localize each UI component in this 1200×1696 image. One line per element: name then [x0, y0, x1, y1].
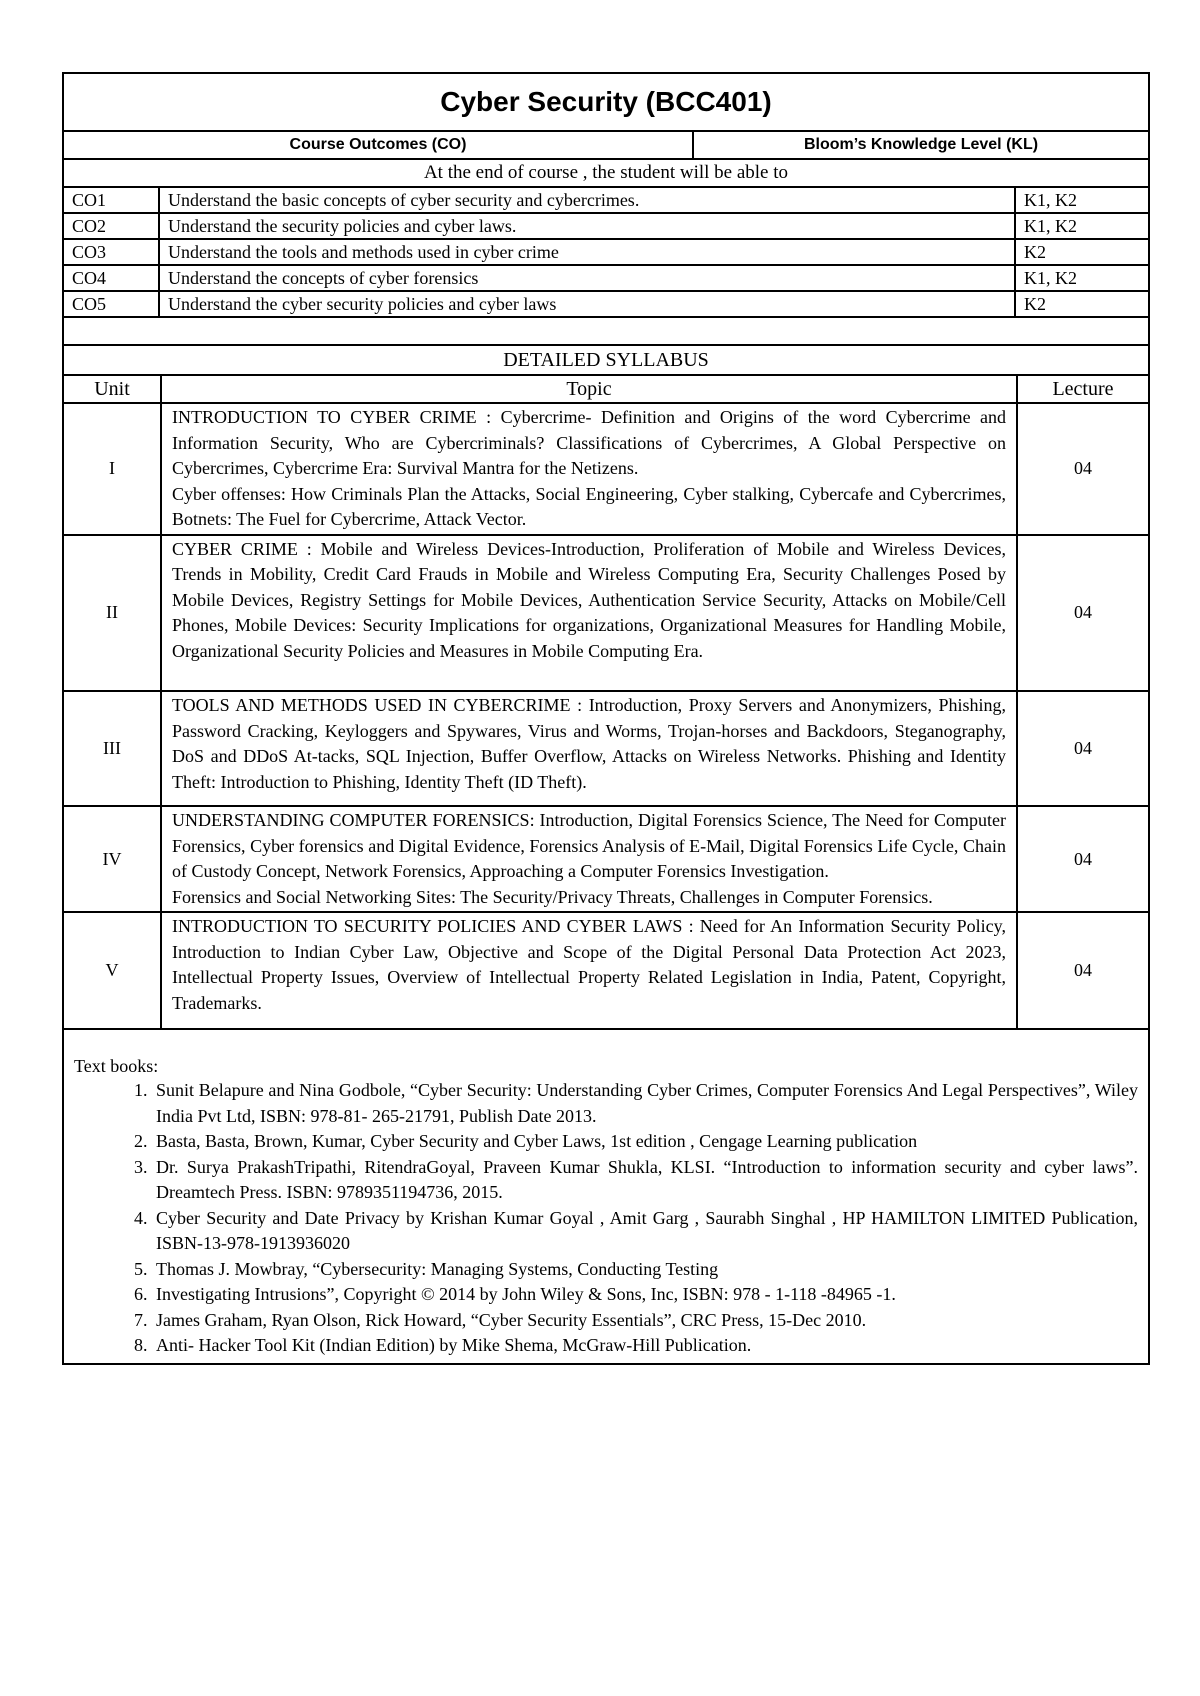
lecture-count: 04	[1074, 960, 1092, 980]
co-kl: K2	[1015, 291, 1148, 317]
co-kl: K1, K2	[1015, 213, 1148, 239]
textbooks-list	[74, 1078, 1138, 1359]
list-item: 6. Investigating Intrusions”, Copyright © 2014 by John Wiley & Sons, Inc, ISBN: 978 - 1-118 -84965 -1.	[152, 1282, 1138, 1308]
co-text: Understand the tools and methods used in cyber crime	[159, 239, 1015, 265]
list-item: 8. Anti- Hacker Tool Kit (Indian Edition) by Mike Shema, McGraw-Hill Publication.	[152, 1333, 1138, 1359]
spacer-row	[64, 318, 1148, 346]
outcomes-table	[64, 188, 1148, 318]
co-text: Understand the cyber security policies and cyber laws	[159, 291, 1015, 317]
topic-paragraph: CYBER CRIME : Mobile and Wireless Devices-Introduction, Proliferation of Mobile and Wireless Devices, Trends in Mobility, Credit Card Frauds in Mobile and Wireless Computing Era, Security Challenges Posed by Mobile Devices, Registry Settings for Mobile Devices, Authentication Service Security, Attacks on Mobile/Cell Phones, Mobile Devices: Security Implications for organizations, Organizational Measures for Handling Mobile, Organizational Security Policies and Measures in Mobile Computing Era.	[172, 538, 1006, 661]
co-id: CO3	[64, 239, 159, 265]
unit-topic	[161, 806, 1017, 912]
syllabus-table	[64, 376, 1148, 1028]
table-row	[64, 691, 1148, 806]
syllabus-table-wrap	[64, 376, 1148, 1030]
unit-number: V	[64, 912, 161, 1028]
co-id: CO5	[64, 291, 159, 317]
list-item: 2. Basta, Basta, Brown, Kumar, Cyber Security and Cyber Laws, 1st edition , Cengage Learning publication	[152, 1129, 1138, 1155]
lecture-column-header: Lecture	[1017, 376, 1148, 403]
textbooks-section	[64, 1030, 1148, 1363]
table-row	[64, 806, 1148, 912]
list-item: 7. James Graham, Ryan Olson, Rick Howard, “Cyber Security Essentials”, CRC Press, 15-Dec 2010.	[152, 1308, 1138, 1334]
knowledge-level-heading: Bloom’s Knowledge Level (KL)	[803, 136, 1039, 153]
outcomes-intro: At the end of course , the student will be able to	[64, 160, 1148, 188]
co-kl: K1, K2	[1015, 188, 1148, 213]
list-item: 3. Dr. Surya PrakashTripathi, RitendraGoyal, Praveen Kumar Shukla, KLSI. “Introduction to information security and cyber laws”. Dreamtech Press. ISBN: 9789351194736, 2015.	[152, 1155, 1138, 1206]
table-row	[64, 265, 1148, 291]
table-row	[64, 213, 1148, 239]
unit-topic	[161, 403, 1017, 535]
topic-paragraph: TOOLS AND METHODS USED IN CYBERCRIME : Introduction, Proxy Servers and Anonymizers, Phishing, Password Cracking, Keyloggers and Spywares, Virus and Worms, Trojan-horses and Backdoors, Steganography, DoS and DDoS At-tacks, SQL Injection, Buffer Overflow, Attacks on Wireless Networks. Phishing and Identity Theft: Introduction to Phishing, Identity Theft (ID Theft).	[172, 695, 1006, 792]
table-row	[64, 535, 1148, 692]
co-id: CO4	[64, 265, 159, 291]
lecture-count: 04	[1017, 691, 1148, 806]
unit-number: III	[64, 691, 161, 806]
syllabus-document	[62, 72, 1150, 1365]
co-header-row	[64, 132, 1148, 160]
co-text: Understand the concepts of cyber forensics	[159, 265, 1015, 291]
list-item: 4. Cyber Security and Date Privacy by Krishan Kumar Goyal , Amit Garg , Saurabh Singhal , HP HAMILTON LIMITED Publication, ISBN-13-978-1913936020	[152, 1206, 1138, 1257]
table-row	[64, 912, 1148, 1028]
lecture-count: 04	[1017, 806, 1148, 912]
co-text: Understand the basic concepts of cyber security and cybercrimes.	[159, 188, 1015, 213]
topic-paragraph: Forensics and Social Networking Sites: The Security/Privacy Threats, Challenges in Computer Forensics.	[172, 886, 933, 907]
unit-number: I	[64, 403, 161, 535]
unit-column-header: Unit	[64, 376, 161, 403]
lecture-count: 04	[1017, 535, 1148, 692]
topic-paragraph: Cyber offenses: How Criminals Plan the Attacks, Social Engineering, Cyber stalking, Cybercafe and Cybercrimes, Botnets: The Fuel for Cybercrime, Attack Vector.	[172, 483, 1006, 529]
table-row	[64, 239, 1148, 265]
unit-topic	[161, 912, 1017, 1028]
unit-topic	[161, 691, 1017, 806]
list-item: 1. Sunit Belapure and Nina Godbole, “Cyber Security: Understanding Cyber Crimes, Computer Forensics And Legal Perspectives”, Wiley India Pvt Ltd, ISBN: 978-81- 265-21791, Publish Date 2013.	[152, 1078, 1138, 1129]
co-kl: K2	[1015, 239, 1148, 265]
syllabus-header-row	[64, 376, 1148, 403]
unit-number: IV	[64, 806, 161, 912]
list-item: 5. Thomas J. Mowbray, “Cybersecurity: Managing Systems, Conducting Testing	[152, 1257, 1138, 1283]
unit-number: II	[64, 535, 161, 692]
table-row	[64, 188, 1148, 213]
co-id: CO1	[64, 188, 159, 213]
co-text: Understand the security policies and cyber laws.	[159, 213, 1015, 239]
topic-paragraph: UNDERSTANDING COMPUTER FORENSICS: Introduction, Digital Forensics Science, The Need for Computer Forensics, Cyber forensics and Digital Evidence, Forensics Analysis of E-Mail, Digital Forensics Life Cycle, Chain of Custody Concept, Network Forensics, Approaching a Computer Forensics Investigation.	[172, 810, 1006, 881]
course-outcomes-heading: Course Outcomes (CO)	[64, 132, 694, 158]
syllabus-title: DETAILED SYLLABUS	[64, 346, 1148, 376]
table-row	[64, 403, 1148, 535]
textbooks-heading: Text books:	[74, 1056, 159, 1076]
table-row	[64, 291, 1148, 317]
co-id: CO2	[64, 213, 159, 239]
co-kl: K1, K2	[1015, 265, 1148, 291]
topic-paragraph: INTRODUCTION TO SECURITY POLICIES AND CYBER LAWS : Need for An Information Security Policy, Introduction to Indian Cyber Law, Objective and Scope of the Digital Personal Data Protection Act 2023, Intellectual Property Issues, Overview of Intellectual Property Related Legislation in India, Patent, Copyright, Trademarks.	[172, 916, 1006, 1013]
lecture-count: 04	[1017, 403, 1148, 535]
topic-column-header: Topic	[161, 376, 1017, 403]
unit-topic	[161, 535, 1017, 692]
topic-paragraph: INTRODUCTION TO CYBER CRIME : Cybercrime- Definition and Origins of the word Cybercrime and Information Security, Who are Cybercriminals? Classifications of Cybercrimes, A Global Perspective on Cybercrimes, Cybercrime Era: Survival Mantra for the Netizens.	[172, 407, 1006, 478]
document-title: Cyber Security (BCC401)	[64, 74, 1148, 132]
